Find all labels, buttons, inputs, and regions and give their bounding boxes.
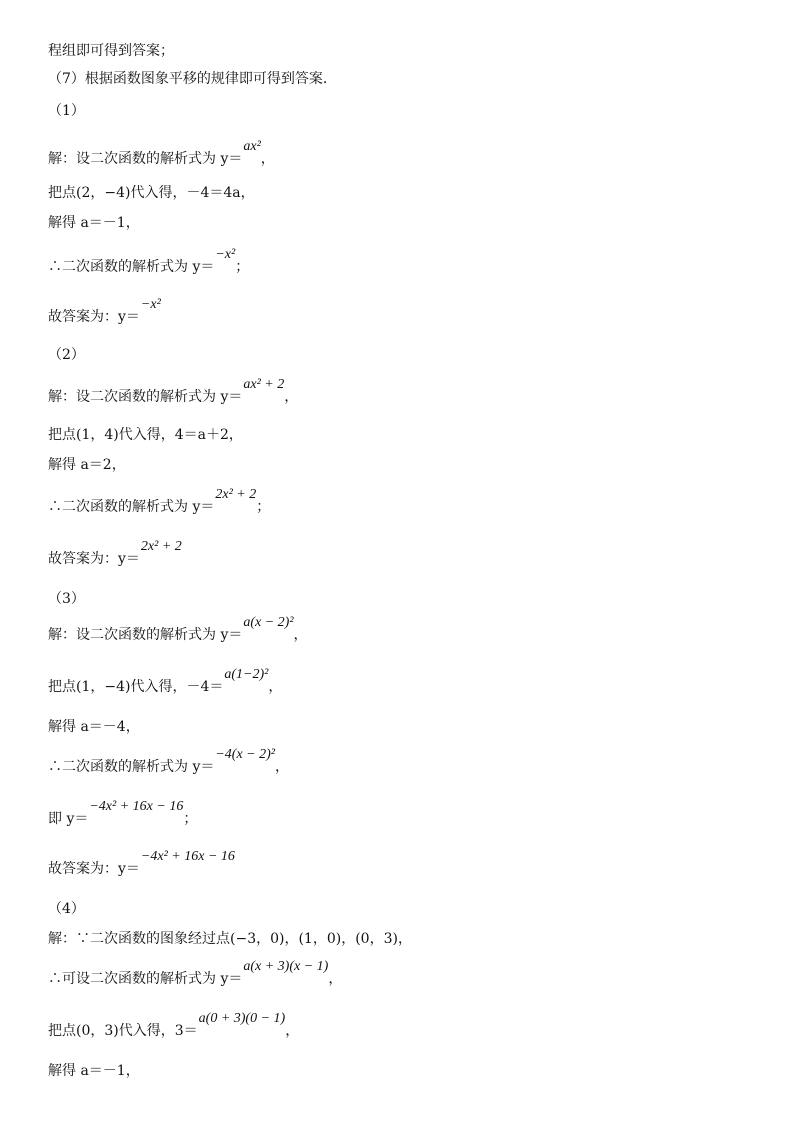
math-expression: −4x² + 16x − 16 xyxy=(89,799,184,814)
math-expression: a(x + 3)(x − 1) xyxy=(243,959,329,974)
text-line xyxy=(48,426,243,444)
text-line xyxy=(48,70,337,88)
line-suffix: ； xyxy=(256,499,271,515)
line-suffix: ， xyxy=(260,151,275,167)
math-expression: 2x² + 2 xyxy=(215,487,257,502)
text-line xyxy=(48,799,198,829)
text-line xyxy=(48,139,275,169)
line-text: （1） xyxy=(48,103,85,119)
line-text: 即 y＝ xyxy=(48,811,89,827)
text-line xyxy=(48,930,412,948)
line-text: 解得 a＝－1， xyxy=(48,215,140,231)
line-suffix: ， xyxy=(268,679,283,695)
text-line xyxy=(48,849,235,879)
text-line xyxy=(48,42,174,60)
math-expression: −4x² + 16x − 16 xyxy=(140,849,235,864)
math-expression: a(0 + 3)(0 − 1) xyxy=(198,1011,286,1026)
text-line xyxy=(48,247,250,277)
line-text: 把点(0，3)代入得，3＝ xyxy=(48,1023,198,1039)
math-expression: 2x² + 2 xyxy=(140,539,182,554)
line-text: 解：设二次函数的解析式为 y＝ xyxy=(48,627,243,643)
text-line xyxy=(48,102,85,120)
line-text: 把点(1，−4)代入得，－4＝ xyxy=(48,679,224,695)
line-text: ∴二次函数的解析式为 y＝ xyxy=(48,499,215,515)
text-line xyxy=(48,184,255,202)
line-text: ∴可设二次函数的解析式为 y＝ xyxy=(48,971,243,987)
line-text: 解：设二次函数的解析式为 y＝ xyxy=(48,151,243,167)
line-text: （4） xyxy=(48,901,85,917)
text-line xyxy=(48,1011,300,1041)
line-text: 解得 a＝2， xyxy=(48,457,126,473)
text-line xyxy=(48,1062,140,1080)
text-line xyxy=(48,377,299,407)
line-text: 解得 a＝－1， xyxy=(48,1063,140,1079)
line-text: （2） xyxy=(48,347,85,363)
line-suffix: ， xyxy=(293,627,308,643)
text-line xyxy=(48,900,85,918)
line-text: 解：∵二次函数的图象经过点(−3，0)，(1，0)，(0，3)， xyxy=(48,931,412,947)
math-expression: ax² xyxy=(243,139,261,154)
text-line xyxy=(48,615,308,645)
line-suffix: ， xyxy=(275,759,289,775)
text-line xyxy=(48,214,140,232)
math-expression: ax² + 2 xyxy=(243,377,285,392)
line-text: 把点(2，−4)代入得，－4＝4a， xyxy=(48,185,255,201)
math-expression: a(1−2)² xyxy=(224,667,269,682)
line-text: 故答案为：y＝ xyxy=(48,551,140,567)
text-line xyxy=(48,590,85,608)
line-text: （3） xyxy=(48,591,85,607)
text-line xyxy=(48,456,126,474)
math-expression: a(x − 2)² xyxy=(243,615,294,630)
line-suffix: ； xyxy=(183,811,198,827)
line-text: （7）根据函数图象平移的规律即可得到答案． xyxy=(48,71,337,87)
line-text: 故答案为：y＝ xyxy=(48,309,140,325)
text-line xyxy=(48,718,140,736)
line-suffix: ， xyxy=(285,1023,300,1039)
line-text: 把点(1，4)代入得，4＝a＋2， xyxy=(48,427,243,443)
math-expression: −4(x − 2)² xyxy=(215,747,275,762)
line-suffix: ， xyxy=(328,971,343,987)
line-text: 解得 a＝－4， xyxy=(48,719,140,735)
text-line xyxy=(48,297,161,327)
line-text: 程组即可得到答案； xyxy=(48,43,174,59)
text-line xyxy=(48,487,271,517)
text-line xyxy=(48,346,85,364)
line-suffix: ； xyxy=(235,259,250,275)
line-text: 故答案为：y＝ xyxy=(48,861,140,877)
text-line xyxy=(48,667,283,697)
math-expression: −x² xyxy=(215,247,236,262)
line-suffix: ， xyxy=(284,389,299,405)
line-text: 解：设二次函数的解析式为 y＝ xyxy=(48,389,243,405)
line-text: ∴二次函数的解析式为 y＝ xyxy=(48,259,215,275)
text-line xyxy=(48,539,182,569)
math-expression: −x² xyxy=(140,297,161,312)
line-text: ∴二次函数的解析式为 y＝ xyxy=(48,759,215,775)
text-line xyxy=(48,959,343,989)
text-line xyxy=(48,747,289,777)
